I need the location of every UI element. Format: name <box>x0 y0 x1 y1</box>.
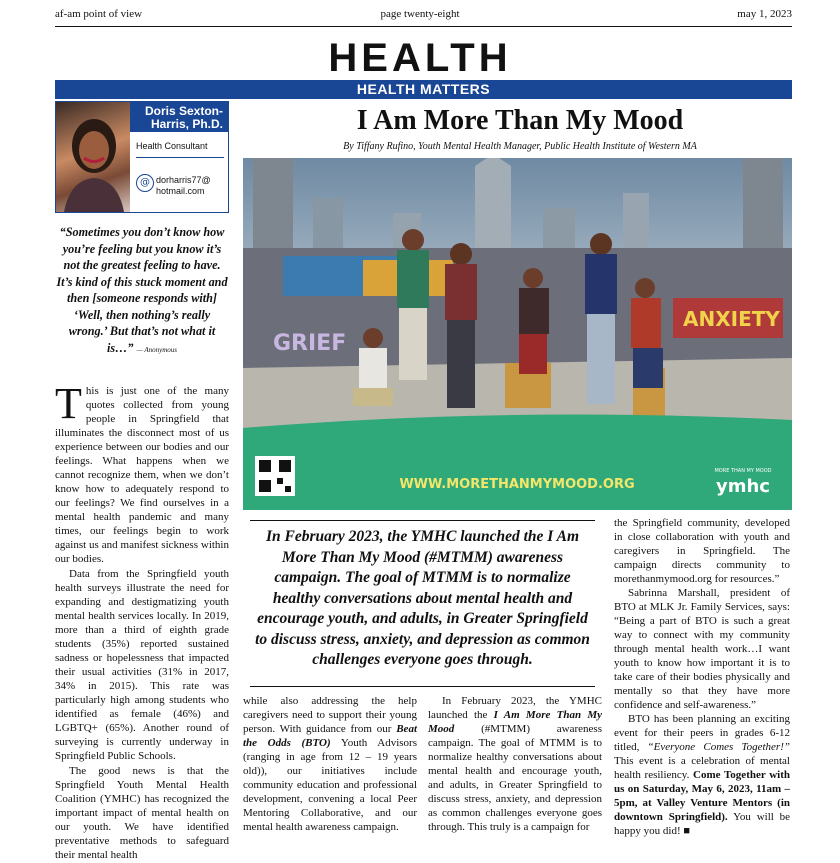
figure-youth-4 <box>585 233 617 404</box>
col1-paragraph-1: his is just one of the many quotes collected from young people in Springfield that illuminates the disconnect most of us experience between our bodies and our feelings. What happens when we cannot recognize them, when we don’t know how to adequately respond to our feelings? We find ourselves in a mental health pandemic and many times, our feelings begin to work against us and manifest sickness within our bodies. <box>55 385 229 565</box>
ymhc-logo: ymhc <box>716 476 770 497</box>
col2-bto-name: Beat the Odds (BTO) <box>243 723 417 749</box>
running-head-page: page twenty-eight <box>380 8 460 20</box>
article-column-1 <box>55 379 229 862</box>
poster-url[interactable]: WWW.MORETHANMYMOOD.ORG <box>399 477 635 492</box>
figure-youth-1 <box>397 229 429 380</box>
author-role: Health Consultant <box>136 141 208 151</box>
col4-event-details: Come Together with us on Saturday, May 6, 2023, 11am – 5pm, at Valley Venture Mentors (in downtown Springfield). <box>614 769 790 823</box>
drop-cap: T <box>55 379 82 428</box>
section-bar: HEALTH MATTERS <box>55 80 792 99</box>
campaign-poster <box>243 158 792 510</box>
section-title: HEALTH <box>328 36 512 80</box>
col4-paragraph-2: Sabrinna Marshall, president of BTO at MLK Jr. Family Services, says: “Being a part of BTO is such a great way to connect with my community through mental health work…I want youth to know how important it is to take care of their bodies physically and mentally so that they have more confidence and self-awareness.” <box>614 587 790 711</box>
sidebar-quote-attribution: — Anonymous <box>136 345 177 354</box>
col3-text-1: In February 2023, the YMHC launched the <box>428 695 602 721</box>
col2-text-2: Youth Advisors (ranging in age from 12 – 19 years old)), our initiatives include community education and professional development, convening a local Peer Mentoring Collaborative, and our mental health awareness campaign. <box>243 737 417 833</box>
author-portrait-illustration <box>56 102 130 212</box>
col3-campaign-name: I Am More Than My Mood <box>428 709 602 735</box>
article-column-2 <box>243 694 417 834</box>
article-headline: I Am More Than My Mood <box>356 105 684 136</box>
poster-logo-tagline: MORE THAN MY MOOD <box>714 468 772 474</box>
end-mark: ■ <box>683 825 691 837</box>
col4-event-title: “Everyone Comes Together!” <box>647 741 790 753</box>
graffiti-grief: GRIEF <box>273 331 347 356</box>
graffiti-anxiety: ANXIETY <box>683 307 780 331</box>
sidebar-quote-text: “Sometimes you don’t know how you’re feeling but you know it’s not the greatest feeling to have. It’s kind of this stuck moment and then [someone responds with] ‘Well, then nothing’s really wrong.’ But that’s not what it is…” <box>56 225 228 355</box>
author-name: Doris Sexton-Harris, Ph.D. <box>130 102 228 132</box>
article-column-3 <box>428 694 602 834</box>
author-email[interactable]: dorharris77@ hotmail.com <box>156 175 211 196</box>
pull-quote-rule-top <box>250 520 595 521</box>
author-card <box>55 101 229 213</box>
pull-quote-rule-bottom <box>250 686 595 687</box>
col3-text-2: (#MTMM) awareness campaign. The goal of MTMM is to normalize healthy conversations about mental health and encourage youth, and adults, in Greater Springfield to discuss stress, anxiety, and depression as common challenges everyone goes through. This truly is a campaign for <box>428 723 602 833</box>
col4-paragraph-3 <box>614 712 790 838</box>
col2-text-1: while also addressing the help caregivers need to support their young person. With guidance from our <box>243 695 417 735</box>
author-photo <box>56 102 130 212</box>
col4-event-desc: This event is a celebration of mental health resiliency. <box>614 755 790 781</box>
header-rule <box>55 26 792 27</box>
article-byline: By Tiffany Rufino, Youth Mental Health Manager, Public Health Institute of Western MA <box>343 141 697 152</box>
email-icon: @ <box>136 174 154 192</box>
col1-paragraph-2: Data from the Springfield youth health surveys illustrate the need for expanding and destigmatizing youth mental health services locally. In 2019, more than a third of eighth grade students (35%) reported sustained sadness or hopelessness that impacted their usual activities (31% in 2017, 34% in 2015). This rate was particularly high among students who identified as female (46%) and LGBTQ+ (65%). Another round of surveying is currently underway in Springfield Public Schools. <box>55 568 229 762</box>
figure-youth-2 <box>445 243 477 408</box>
col4-paragraph-1: the Springfield community, developed in close collaboration with youth and caregivers in Springfield. The campaign directs community to morethanmymood.org for resources.” <box>614 517 790 585</box>
article-column-4 <box>614 516 790 838</box>
running-head-date: may 1, 2023 <box>737 8 792 20</box>
poster-illustration <box>243 158 792 510</box>
col1-paragraph-3: The good news is that the Springfield Youth Mental Health Coalition (YMHC) has recognized the important impact of mental health on our youth. We have identified preventative methods to safeguard their mental health <box>55 765 229 861</box>
running-head-left: af-am point of view <box>55 8 143 20</box>
col4-closing: You will be happy you did! <box>614 811 790 837</box>
col4-event-intro: BTO has been planning an exciting event for their peers in grades 6-12 titled, <box>614 713 790 753</box>
sidebar-quote <box>55 224 229 358</box>
card-divider <box>136 157 224 158</box>
pull-quote: In February 2023, the YMHC launched the I Am More Than My Mood (#MTMM) awareness campaign. The goal of MTMM is to normalize healthy conversations about mental health and encourage youth, and adults, in Greater Springfield to discuss stress, anxiety, and depression as common challenges everyone goes through. <box>255 528 590 668</box>
